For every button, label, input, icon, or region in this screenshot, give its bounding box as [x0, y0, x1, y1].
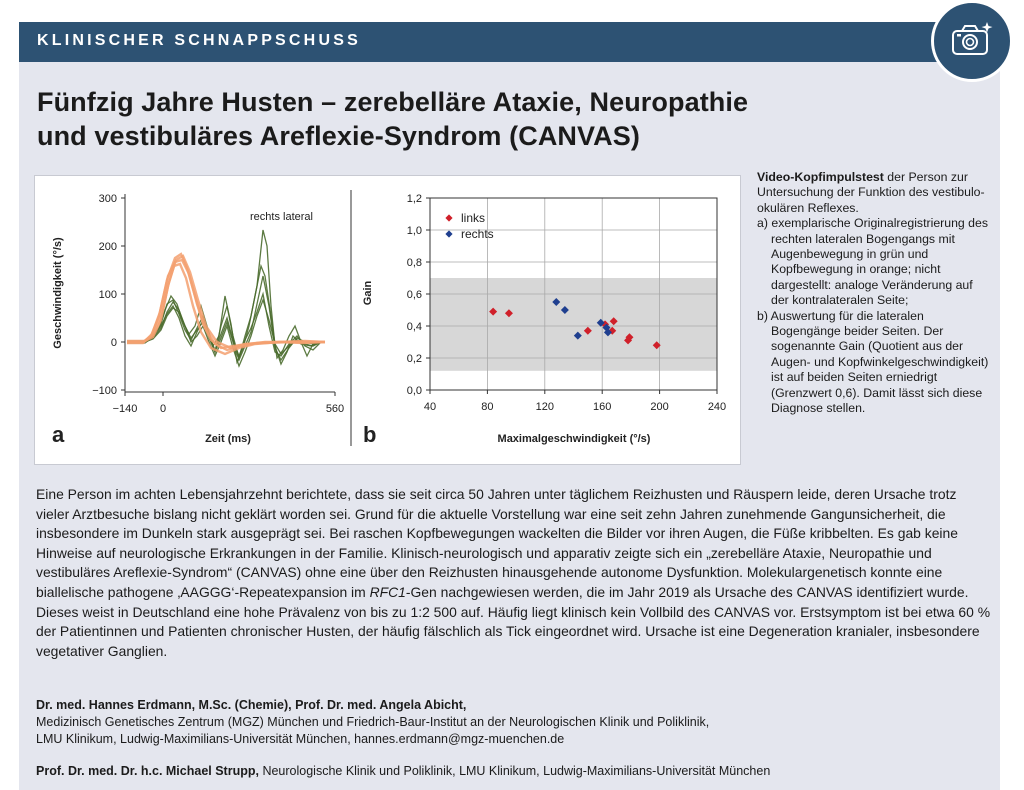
panel-b-shaded-band [430, 278, 717, 371]
caption-item-b: b) Auswertung für die lateralen Bogengänge beider Seiten. Der sogenannte Gain (Quotient aus der Augen- und Kopfwinkelgeschwindigkeit) ist auf beiden Seiten erniedrigt (Grenzwert 0,6). Damit lässt sich diese Diagnose stellen. [757, 308, 989, 416]
panel-b-ylabel: Gain [362, 280, 374, 306]
body-part-2: -Gen nachgewiesen werden, die im Jahr 2019 als Ursache des CANVAS identifiziert wurde. Dieses weist in Deutschland eine hohe Prävalenz von bis zu 1:2 500 auf. Häufig liegt klinisch kein Vollbild des CANVAS vor. Erstsymptom ist bei etwa 60 % der Patientinnen und Patienten chronischer Husten, der häufig fälschlich als Tick eingeordnet wird. Ursache ist eine Degeneration kranialer, insbesondere vegetativer Ganglien. [36, 583, 991, 659]
panel-a-xtick-label: 560 [325, 403, 345, 415]
panel-a-xtick-label: 0 [159, 403, 167, 415]
panel-a-ytick-label: −100 [92, 385, 117, 397]
body-paragraph [36, 485, 991, 661]
panel-a-ytick-label: 0 [110, 337, 117, 349]
title-line-2: und vestibuläres Areflexie-Syndrom (CANVAS) [37, 121, 640, 151]
panel-b-xtick-label: 200 [650, 401, 669, 413]
head-velocity-trace [127, 260, 325, 350]
panel-a [52, 193, 344, 447]
title-line-1: Fünfzig Jahre Husten – zerebelläre Ataxie, Neuropathie [37, 87, 749, 117]
authors-block-2 [36, 763, 991, 780]
panel-b-legend [445, 211, 493, 241]
figure-caption [757, 170, 989, 417]
panel-a-ylabel: Geschwindigkeit (°/s) [52, 237, 64, 349]
panel-b-ytick-label: 1,2 [406, 193, 422, 205]
author-names-2: Prof. Dr. med. Dr. h.c. Michael Strupp, [36, 764, 259, 778]
panel-b-xtick-label: 160 [593, 401, 612, 413]
panel-a-ytick-label: 300 [98, 193, 117, 205]
caption-item-a: a) exemplarische Originalregistrierung des rechten lateralen Bogengangs mit Augenbewegung in grün und Kopfbewegung in orange; nicht dargestellt: analoge Veränderung auf der kontralateralen Seite; [757, 216, 989, 308]
figure [34, 175, 741, 465]
panel-b-ytick-label: 0,6 [406, 289, 422, 301]
panel-b-letter: b [363, 422, 377, 447]
figure-svg [35, 176, 740, 464]
legend-marker-links [445, 214, 452, 221]
panel-a-ytick-label: 100 [98, 289, 117, 301]
legend-label-rechts: rechts [461, 227, 494, 241]
panel-b-ytick-label: 1,0 [406, 225, 422, 237]
panel-a-xlabel: Zeit (ms) [205, 433, 251, 445]
section-label: KLINISCHER SCHNAPPSCHUSS [37, 32, 361, 49]
caption-intro [757, 170, 989, 216]
panel-b-xlabel: Maximalgeschwindigkeit (°/s) [497, 433, 651, 445]
article-body [36, 485, 991, 661]
panel-b-ytick-label: 0,0 [406, 385, 422, 397]
authors-block [36, 697, 991, 748]
panel-b-xtick-label: 240 [707, 401, 727, 413]
affiliation-1: Medizinisch Genetisches Zentrum (MGZ) München und Friedrich-Baur-Institut an der Neurologischen Klinik und Poliklinik, [36, 715, 710, 729]
panel-b [362, 193, 726, 447]
panel-b-xtick-label: 120 [535, 401, 554, 413]
caption-bold: Video-Kopfimpulstest [757, 170, 884, 184]
camera-icon [949, 20, 995, 60]
body-part-1: Eine Person im achten Lebensjahrzehnt berichtete, dass sie seit circa 50 Jahren unter täglichem Reizhusten und Räuspern leide, deren Ursache trotz vieler Arztbesuche bislang nicht geklärt worden sei. Grund für die aktuelle Vorstellung war eine seit zehn Jahren zunehmende Gangunsicherheit, die insbesondere im Dunkeln stark ausgeprägt sei. Bei raschen Kopfbewegungen wackelten die Bilder vor ihren Augen, die Füße kribbelten. Es gab keine Hinweise auf neurologische Erkrankungen in der Familie. Klinisch-neurologisch und apparativ zeigte sich ein „zerebelläre Ataxie, Neuropathie und vestibuläres Areflexie-Syndrom“ (CANVAS) ohne eine über den Reizhusten hinausgehende autonome Dysfunktion. Molekulargenetisch konnte eine biallelische pathogene ‚AAGGG‘-Repeatexpansion im [36, 486, 958, 600]
camera-badge [931, 0, 1013, 82]
article-title [37, 85, 748, 153]
panel-a-ytick-label: 200 [98, 241, 117, 253]
caption-intro-text: der Person zur Untersuchung der Funktion des vestibulo-okulären Reflexes. [757, 170, 985, 215]
legend-marker-rechts [445, 230, 452, 237]
panel-b-xtick-label: 80 [481, 401, 494, 413]
panel-b-xtick-label: 40 [423, 401, 437, 413]
affiliation-3: Neurologische Klinik und Poliklinik, LMU Klinikum, Ludwig-Maximilians-Universität München [258, 764, 771, 778]
panel-b-ytick-label: 0,2 [406, 353, 422, 365]
legend-label-links: links [461, 211, 486, 225]
author-names-1: Dr. med. Hannes Erdmann, M.Sc. (Chemie), Prof. Dr. med. Angela Abicht, [36, 698, 467, 712]
panel-a-annotation: rechts lateral [250, 211, 313, 223]
panel-a-xtick-label: −140 [112, 403, 138, 415]
panel-a-letter: a [52, 422, 65, 447]
panel-b-ytick-label: 0,4 [406, 321, 422, 333]
affiliation-2: LMU Klinikum, Ludwig-Maximilians-Universität München, hannes.erdmann@mgz-muenchen.de [36, 732, 565, 746]
panel-b-ytick-label: 0,8 [406, 257, 422, 269]
gene-name: RFC1 [369, 583, 406, 600]
section-banner [19, 22, 1000, 62]
